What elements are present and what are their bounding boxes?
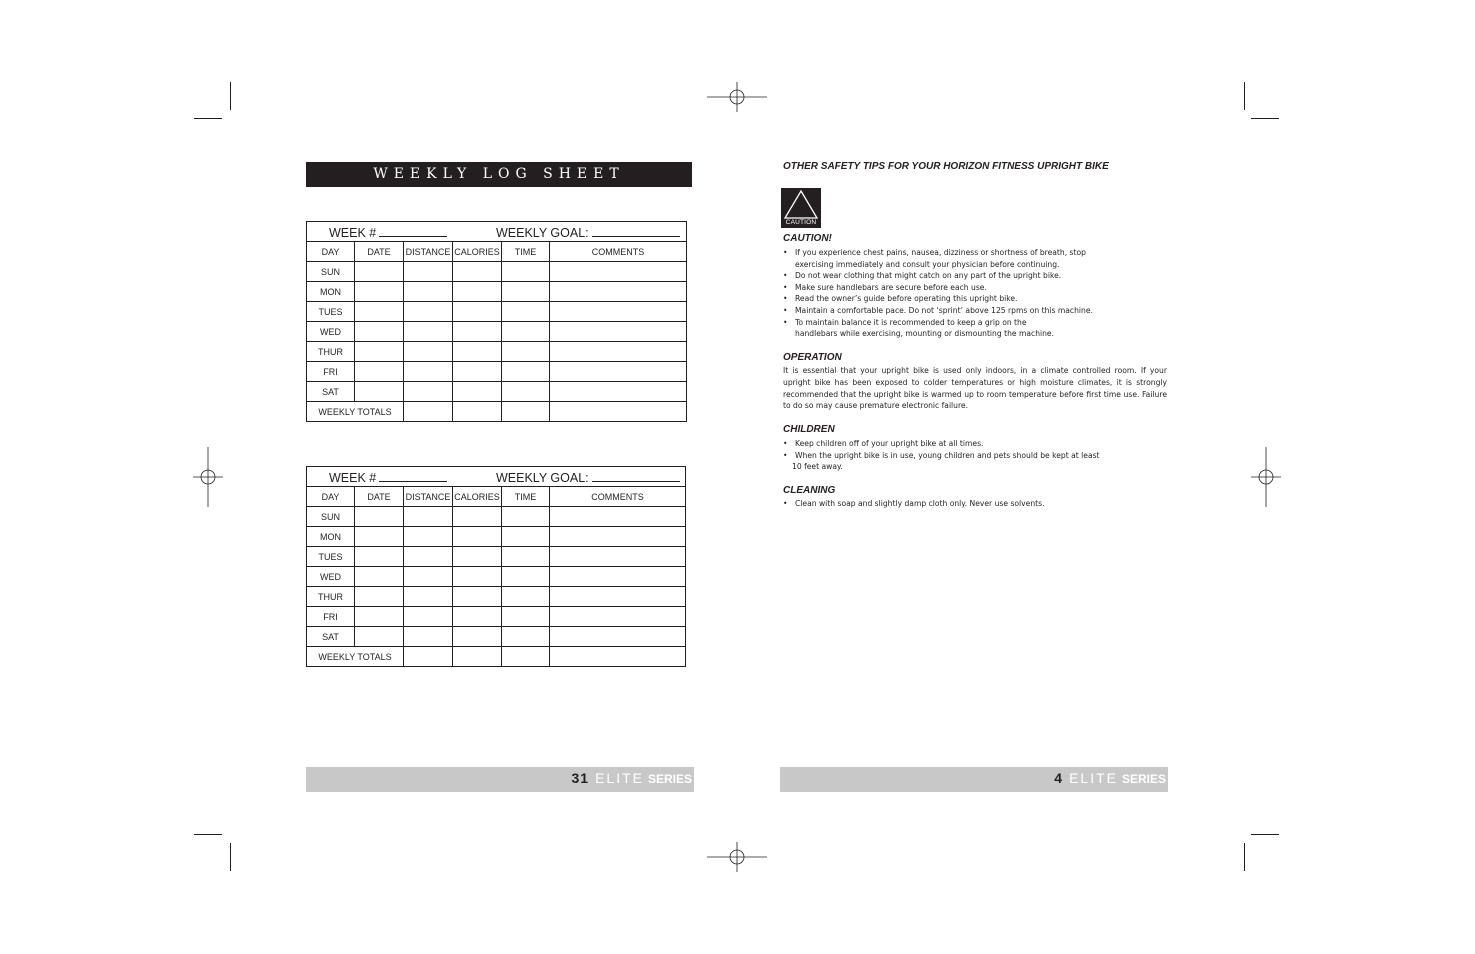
registration-mark-icon: [707, 82, 767, 112]
column-header: CALORIES: [453, 242, 502, 262]
time-cell[interactable]: [502, 302, 550, 322]
distance-cell[interactable]: [404, 587, 453, 607]
page-number: 31: [571, 770, 590, 786]
calories-cell[interactable]: [453, 322, 502, 342]
date-cell[interactable]: [355, 527, 404, 547]
table-row: [307, 547, 686, 567]
caution-icon-label: CAUTION: [785, 219, 817, 226]
distance-total-cell[interactable]: [404, 647, 453, 667]
calories-cell[interactable]: [453, 627, 502, 647]
date-cell[interactable]: [355, 262, 404, 282]
totals-row: [307, 402, 687, 422]
column-header: DISTANCE: [404, 242, 453, 262]
comments-cell[interactable]: [550, 567, 686, 587]
time-cell[interactable]: [502, 382, 550, 402]
distance-cell[interactable]: [404, 302, 453, 322]
week-number-field[interactable]: [379, 471, 447, 482]
series-name: SERIES: [647, 772, 692, 786]
weekly-totals-label: WEEKLY TOTALS: [307, 402, 404, 422]
table-row: [307, 262, 687, 282]
weekly-goal-field[interactable]: [592, 471, 680, 482]
weekly-log-table: [306, 221, 687, 422]
distance-cell[interactable]: [404, 547, 453, 567]
table-row: [307, 507, 686, 527]
page-title: WEEKLY LOG SHEET: [306, 162, 692, 187]
comments-cell[interactable]: [550, 282, 687, 302]
table-row: [307, 587, 686, 607]
crop-mark: [1244, 82, 1245, 110]
comments-cell[interactable]: [550, 302, 687, 322]
column-header: DATE: [355, 487, 404, 507]
calories-cell[interactable]: [453, 282, 502, 302]
comments-cell[interactable]: [550, 342, 687, 362]
distance-cell[interactable]: [404, 362, 453, 382]
table-row: [307, 342, 687, 362]
column-header: DATE: [355, 242, 404, 262]
list-item: • Clean with soap and slightly damp cloth only. Never use solvents.: [783, 498, 1044, 510]
crop-mark: [1244, 843, 1245, 871]
crop-mark: [1251, 118, 1279, 119]
column-header: TIME: [502, 242, 550, 262]
weekly-totals-label: WEEKLY TOTALS: [307, 647, 404, 667]
calories-cell[interactable]: [453, 607, 502, 627]
date-cell[interactable]: [355, 627, 404, 647]
comments-cell[interactable]: [550, 362, 687, 382]
calories-cell[interactable]: [453, 527, 502, 547]
calories-cell[interactable]: [453, 587, 502, 607]
date-cell[interactable]: [355, 302, 404, 322]
children-list: [783, 438, 1100, 473]
date-cell[interactable]: [355, 362, 404, 382]
list-item: • Make sure handlebars are secure before each use.: [783, 282, 1093, 294]
time-cell[interactable]: [502, 607, 550, 627]
time-total-cell[interactable]: [502, 647, 550, 667]
date-cell[interactable]: [355, 607, 404, 627]
day-label: THUR: [307, 342, 355, 362]
series-name: SERIES: [1121, 772, 1166, 786]
weekly-goal-field[interactable]: [592, 226, 680, 237]
column-header: DAY: [307, 487, 355, 507]
time-cell[interactable]: [502, 527, 550, 547]
crop-mark: [1251, 834, 1279, 835]
registration-mark-icon: [193, 447, 223, 507]
week-header: [307, 222, 687, 242]
calories-cell[interactable]: [453, 362, 502, 382]
distance-cell[interactable]: [404, 507, 453, 527]
day-label: THUR: [307, 587, 355, 607]
column-header: DAY: [307, 242, 355, 262]
date-cell[interactable]: [355, 507, 404, 527]
calories-cell[interactable]: [453, 507, 502, 527]
crop-mark: [194, 118, 222, 119]
time-cell[interactable]: [502, 547, 550, 567]
crop-mark: [230, 843, 231, 871]
calories-cell[interactable]: [453, 262, 502, 282]
list-item: • If you experience chest pains, nausea, dizziness or shortness of breath, stop exercising immediately and consult your physician before continuing.: [783, 247, 1093, 270]
time-cell[interactable]: [502, 342, 550, 362]
calories-cell[interactable]: [453, 302, 502, 322]
distance-cell[interactable]: [404, 342, 453, 362]
time-cell[interactable]: [502, 507, 550, 527]
totals-row: [307, 647, 686, 667]
caution-list: [783, 247, 1093, 340]
column-header: TIME: [502, 487, 550, 507]
time-cell[interactable]: [502, 587, 550, 607]
distance-cell[interactable]: [404, 382, 453, 402]
calories-cell[interactable]: [453, 342, 502, 362]
table-row: [307, 322, 687, 342]
list-item: • To maintain balance it is recommended to keep a grip on the handlebars while exercising, mounting or dismounting the machine.: [783, 317, 1093, 340]
distance-total-cell[interactable]: [404, 402, 453, 422]
comments-cell[interactable]: [550, 382, 687, 402]
day-label: SAT: [307, 382, 355, 402]
crop-mark: [230, 82, 231, 110]
table-row: [307, 282, 687, 302]
comments-cell[interactable]: [550, 507, 686, 527]
comments-cell[interactable]: [550, 627, 686, 647]
distance-cell[interactable]: [404, 282, 453, 302]
distance-cell[interactable]: [404, 607, 453, 627]
distance-cell[interactable]: [404, 262, 453, 282]
table-row: [307, 527, 686, 547]
list-item: • Do not wear clothing that might catch on any part of the upright bike.: [783, 270, 1093, 282]
comments-cell[interactable]: [550, 607, 686, 627]
date-cell[interactable]: [355, 342, 404, 362]
comments-cell[interactable]: [550, 322, 687, 342]
registration-mark-icon: [707, 842, 767, 872]
column-header: COMMENTS: [550, 242, 687, 262]
cleaning-title: CLEANING: [783, 485, 836, 496]
comments-cell[interactable]: [550, 527, 686, 547]
registration-mark-icon: [1251, 447, 1281, 507]
day-label: MON: [307, 527, 355, 547]
date-cell[interactable]: [355, 547, 404, 567]
children-title: CHILDREN: [783, 424, 835, 435]
list-item: • Maintain a comfortable pace. Do not ‘sprint’ above 125 rpms on this machine.: [783, 305, 1093, 317]
caution-triangle-icon: [781, 188, 821, 228]
table-row: [307, 627, 686, 647]
day-label: MON: [307, 282, 355, 302]
date-cell[interactable]: [355, 567, 404, 587]
distance-cell[interactable]: [404, 627, 453, 647]
date-cell[interactable]: [355, 587, 404, 607]
time-cell[interactable]: [502, 322, 550, 342]
page-footer: [306, 767, 694, 792]
day-label: SUN: [307, 507, 355, 527]
day-label: SUN: [307, 262, 355, 282]
week-number-label: WEEK #: [329, 471, 377, 485]
distance-cell[interactable]: [404, 322, 453, 342]
operation-text: It is essential that your upright bike is used only indoors, in a climate controlled room. If your upright bike has been exposed to colder temperatures or high moisture climates, it is strongly recommended that the upright bike is warmed up to room temperature before first time use. Failure to do so may cause premature electronic failure.: [783, 366, 1167, 411]
comments-cell[interactable]: [550, 262, 687, 282]
list-item: • Keep children off of your upright bike at all times.: [783, 438, 1100, 450]
page-number: 4: [1054, 770, 1064, 786]
time-total-cell[interactable]: [502, 402, 550, 422]
weekly-log-table: [306, 466, 686, 667]
day-label: FRI: [307, 607, 355, 627]
day-label: SAT: [307, 627, 355, 647]
table-row: [307, 302, 687, 322]
table-row: [307, 607, 686, 627]
comments-total-cell[interactable]: [550, 402, 687, 422]
calories-total-cell[interactable]: [453, 647, 502, 667]
calories-cell[interactable]: [453, 382, 502, 402]
day-label: TUES: [307, 302, 355, 322]
date-cell[interactable]: [355, 282, 404, 302]
weekly-goal-label: WEEKLY GOAL:: [496, 226, 589, 240]
brand-name: ELITE: [1069, 770, 1118, 786]
week-number-field[interactable]: [379, 226, 447, 237]
date-cell[interactable]: [355, 382, 404, 402]
table-row: [307, 567, 686, 587]
comments-cell[interactable]: [550, 587, 686, 607]
time-cell[interactable]: [502, 282, 550, 302]
date-cell[interactable]: [355, 322, 404, 342]
comments-total-cell[interactable]: [550, 647, 686, 667]
day-label: WED: [307, 567, 355, 587]
time-cell[interactable]: [502, 567, 550, 587]
distance-cell[interactable]: [404, 527, 453, 547]
crop-mark: [194, 834, 222, 835]
distance-cell[interactable]: [404, 567, 453, 587]
time-cell[interactable]: [502, 362, 550, 382]
brand-name: ELITE: [595, 770, 644, 786]
time-cell[interactable]: [502, 627, 550, 647]
calories-cell[interactable]: [453, 547, 502, 567]
day-label: TUES: [307, 547, 355, 567]
list-item: • When the upright bike is in use, young children and pets should be kept at least 10 feet away.: [783, 450, 1100, 473]
column-header: DISTANCE: [404, 487, 453, 507]
calories-cell[interactable]: [453, 567, 502, 587]
caution-title: CAUTION!: [783, 233, 832, 244]
table-row: [307, 382, 687, 402]
day-label: WED: [307, 322, 355, 342]
column-header: CALORIES: [453, 487, 502, 507]
list-item: • Read the owner’s guide before operating this upright bike.: [783, 293, 1093, 305]
table-row: [307, 362, 687, 382]
column-header: COMMENTS: [550, 487, 686, 507]
section-heading: OTHER SAFETY TIPS FOR YOUR HORIZON FITNESS UPRIGHT BIKE: [783, 161, 1109, 172]
calories-total-cell[interactable]: [453, 402, 502, 422]
week-header: [307, 467, 686, 487]
week-number-label: WEEK #: [329, 226, 377, 240]
comments-cell[interactable]: [550, 547, 686, 567]
weekly-goal-label: WEEKLY GOAL:: [496, 471, 589, 485]
cleaning-list: [783, 498, 1044, 510]
operation-title: OPERATION: [783, 352, 842, 363]
day-label: FRI: [307, 362, 355, 382]
time-cell[interactable]: [502, 262, 550, 282]
page-footer: [780, 767, 1168, 792]
